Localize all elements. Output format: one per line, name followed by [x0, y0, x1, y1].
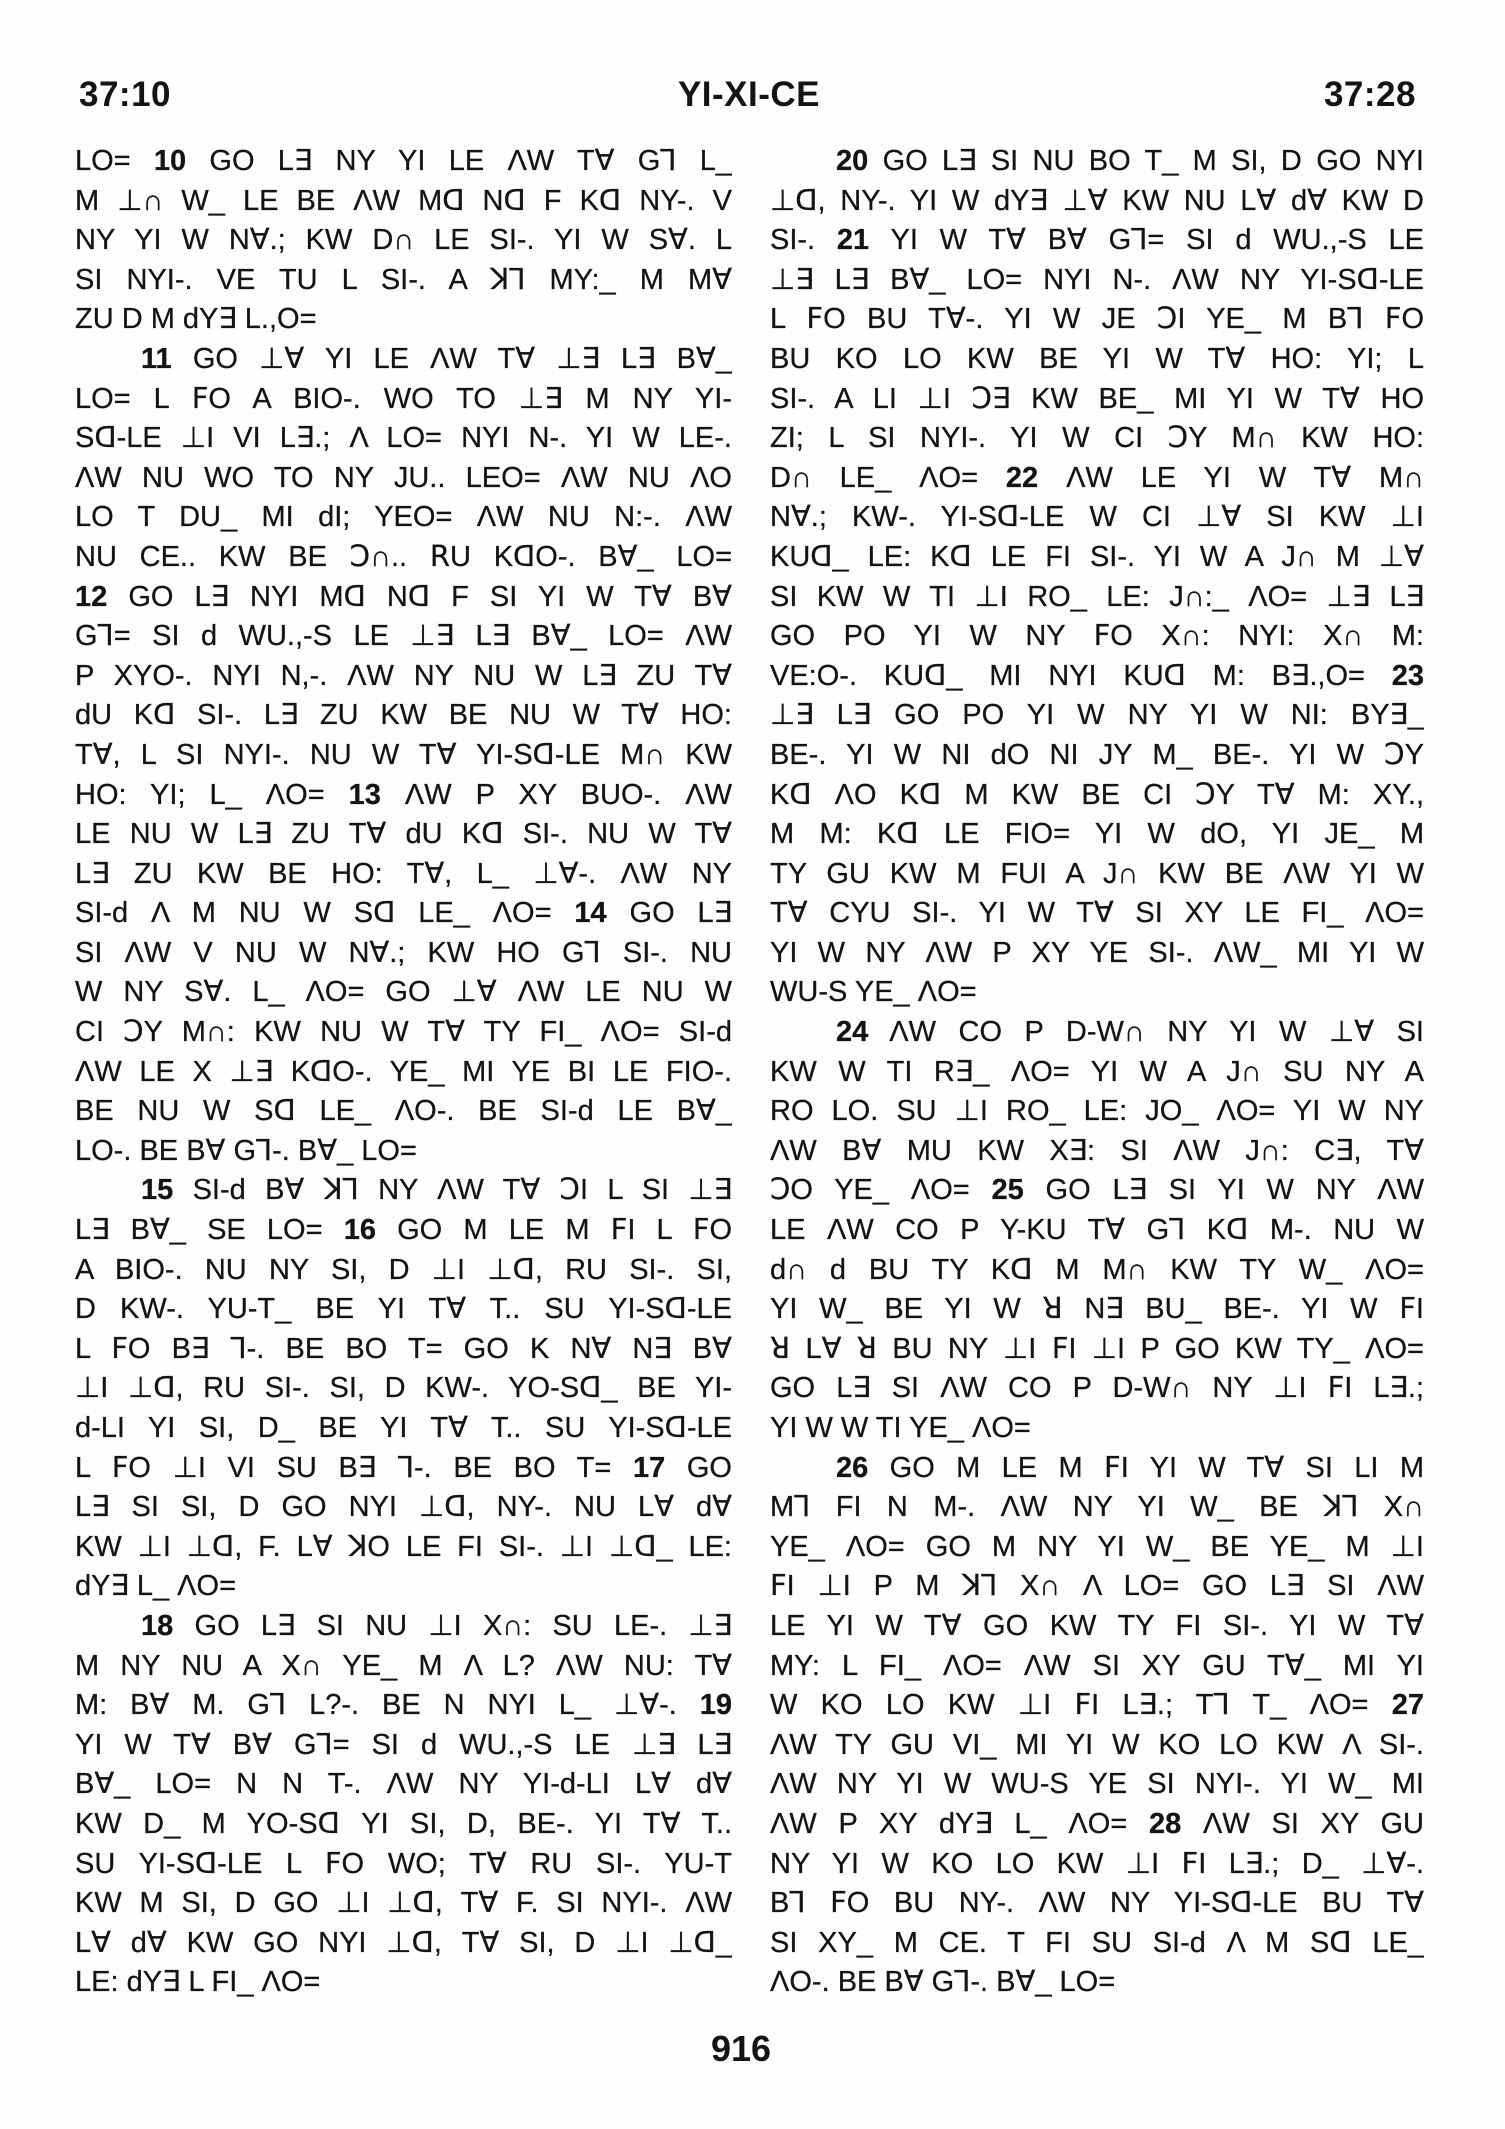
text-line — [770, 300, 1424, 340]
text-line — [75, 578, 732, 618]
text-line-content: dY∃ L_ ΛO= — [75, 1570, 237, 1603]
text-line — [75, 1251, 732, 1291]
text-line-content: GO PO YI W NY ꓝO X∩: NYI: X∩ M: — [770, 620, 1424, 653]
text-line-content: RO LO. SU ⊥I RO_ LE: JO_ ΛO= YI W NY — [770, 1095, 1424, 1128]
text-line-content: KW ⊥I ⊥ꓷ, F. L∀ ꓘO LE FI SI-. ⊥I ⊥ꓷ_ LE: — [75, 1530, 732, 1563]
text-line — [75, 419, 732, 459]
text-line-content: ZI; L SI NYI-. YI W CI ↃY M∩ KW HO: — [770, 422, 1424, 455]
text-line — [770, 1171, 1424, 1211]
text-line-content: ZU D M dY∃ L.,O= — [75, 303, 317, 336]
text-line-content: 18 GO L∃ SI NU ⊥I X∩: SU LE-. ⊥∃ — [141, 1609, 732, 1642]
text-line — [75, 1013, 732, 1053]
text-line — [770, 1567, 1424, 1607]
text-line-content: ΛW B∀ MU KW X∃: SI ΛW J∩: C∃, T∀ — [770, 1134, 1424, 1167]
text-line — [75, 142, 732, 182]
text-line — [770, 617, 1424, 657]
verse-number: 23 — [1391, 659, 1424, 692]
text-line-content: T∀, L SI NYI-. NU W T∀ YI-Sꓷ-LE M∩ KW — [75, 738, 732, 771]
verse-number: 21 — [836, 224, 870, 257]
text-line-content: ⊥I ⊥ꓷ, RU SI-. SI, D KW-. YO-Sꓷ_ BE YI- — [75, 1372, 732, 1405]
text-line — [770, 973, 1424, 1013]
verse-number: 20 — [836, 145, 869, 177]
text-line — [770, 1726, 1424, 1766]
text-line-content: d∩ d BU TY Kꓷ M M∩ KW TY W_ ΛO= — [770, 1253, 1424, 1286]
text-line — [770, 1053, 1424, 1093]
verse-number: 13 — [348, 778, 381, 811]
text-line — [75, 300, 732, 340]
text-line-content: T∀ CYU SI-. YI W T∀ SI XY LE FI_ ΛO= — [770, 897, 1424, 930]
text-line — [75, 1963, 732, 2003]
text-line — [770, 1884, 1424, 1924]
text-line-content: W KO LO KW ⊥I ꓝI L∃.; T⅂ T_ ΛO= 27 — [770, 1689, 1424, 1722]
text-line — [75, 182, 732, 222]
verse-number: 24 — [836, 1016, 869, 1049]
text-line — [75, 1409, 732, 1449]
text-line — [770, 340, 1424, 380]
text-line-content: SI NYI-. VE TU L SI-. A ꓘ⅂ MY:_ M M∀ — [75, 263, 732, 296]
text-line-content: Sꓷ-LE ⊥I VI L∃.; Λ LO= NYI N-. YI W LE-. — [75, 422, 732, 455]
text-line — [75, 261, 732, 301]
header-book-title: YI-XI-CE — [677, 75, 821, 114]
text-line — [75, 538, 732, 578]
text-line-content: BE NU W Sꓷ LE_ ΛO-. BE SI-d LE B∀_ — [75, 1095, 732, 1128]
text-line — [770, 1963, 1424, 2003]
text-line — [75, 736, 732, 776]
text-line-content: SI ΛW V NU W N∀.; KW HO G⅂ SI-. NU — [75, 936, 732, 969]
verse-number: 26 — [836, 1451, 869, 1484]
text-line-content: G⅂= SI d WU.,-S LE ⊥∃ L∃ B∀_ LO= ΛW — [75, 620, 732, 653]
text-line — [770, 1251, 1424, 1291]
text-line — [770, 380, 1424, 420]
text-line-content: YI W T∀ B∀ G⅂= SI d WU.,-S LE ⊥∃ L∃ — [75, 1728, 732, 1761]
right-text-column — [770, 142, 1424, 2003]
text-line — [770, 934, 1424, 974]
text-line — [770, 776, 1424, 816]
text-line — [770, 1845, 1424, 1885]
text-line-content: HO: YI; L_ ΛO= 13 ΛW P XY BUO-. ΛW — [75, 778, 732, 811]
text-line — [75, 776, 732, 816]
text-line — [75, 1290, 732, 1330]
text-line-content: L∃ ZU KW BE HO: T∀, L_ ⊥∀-. ΛW NY — [75, 857, 732, 890]
paragraph — [75, 142, 732, 340]
text-line — [770, 1449, 1424, 1489]
text-line-content: YI W_ BE YI W ꓤ N∃ BU_ BE-. YI W ꓝI — [770, 1293, 1424, 1326]
text-line — [75, 459, 732, 499]
text-line — [770, 261, 1424, 301]
text-line — [75, 221, 732, 261]
text-line — [75, 1369, 732, 1409]
text-line-content: YI W NY ΛW P XY YE SI-. ΛW_ MI YI W — [770, 936, 1424, 969]
text-line-content: A BIO-. NU NY SI, D ⊥I ⊥ꓷ, RU SI-. SI, — [75, 1253, 732, 1286]
text-line — [770, 1330, 1424, 1370]
text-line — [770, 1488, 1424, 1528]
text-line-content: 11 GO ⊥∀ YI LE ΛW T∀ ⊥∃ L∃ B∀_ — [141, 342, 732, 375]
text-line-content: NU CE.. KW BE Ↄ∩.. ꓣU KꓷO-. B∀_ LO= — [75, 540, 732, 573]
text-line-content: NY YI W KO LO KW ⊥I ꓝI L∃.; D_ ⊥∀-. — [770, 1847, 1424, 1880]
text-line-content: ꓝI ⊥I P M ꓘ⅂ X∩ Λ LO= GO L∃ SI ΛW — [770, 1570, 1424, 1603]
text-line-content: ⊥ꓷ, NY-. YI W dY∃ ⊥∀ KW NU L∀ d∀ KW D — [770, 184, 1424, 217]
text-line — [770, 578, 1424, 618]
text-line-content: SI-. A LI ⊥I Ↄ∃ KW BE_ MI YI W T∀ HO — [770, 382, 1424, 415]
text-line-content: BU KO LO KW BE YI W T∀ HO: YI; L — [770, 342, 1424, 375]
left-text-column — [75, 142, 732, 2003]
text-line — [770, 855, 1424, 895]
text-line-content: BE-. YI W NI dO NI JY M_ BE-. YI W ↃY — [770, 738, 1424, 771]
text-line — [770, 1369, 1424, 1409]
text-line — [770, 498, 1424, 538]
text-line-content: TY GU KW M FUI A J∩ KW BE ΛW YI W — [770, 857, 1424, 890]
text-line — [770, 1765, 1424, 1805]
verse-number: 12 — [75, 580, 108, 613]
text-line — [770, 696, 1424, 736]
text-line-content: M ⊥∩ W_ LE BE ΛW Mꓷ Nꓷ F Kꓷ NY-. V — [75, 184, 732, 217]
text-line-content: LO= L ꓝO A BIO-. WO TO ⊥∃ M NY YI- — [75, 382, 732, 415]
text-line-content: L ꓝO ⊥I VI SU B∃ ⅂-. BE BO T= 17 GO — [75, 1451, 732, 1484]
text-line — [770, 1290, 1424, 1330]
verse-number: 22 — [1005, 461, 1039, 494]
text-line-content: ⊥∃ L∃ B∀_ LO= NYI N-. ΛW NY YI-Sꓷ-LE — [770, 263, 1424, 296]
text-line — [770, 1211, 1424, 1251]
text-line — [75, 1171, 732, 1211]
text-line-content: KUꓷ_ LE: Kꓷ LE FI SI-. YI W A J∩ M ⊥∀ — [770, 540, 1424, 573]
text-line-content: Kꓷ ΛO Kꓷ M KW BE CI ↃY T∀ M: XY., — [770, 778, 1424, 811]
text-line — [75, 1330, 732, 1370]
verse-number: 10 — [153, 145, 187, 177]
text-line — [75, 1211, 732, 1251]
paragraph — [770, 1449, 1424, 2003]
text-line — [770, 1132, 1424, 1172]
text-line-content: M⅂ FI N M-. ΛW NY YI W_ BE ꓘ⅂ X∩ — [770, 1491, 1424, 1524]
verse-number: 17 — [632, 1451, 666, 1484]
paragraph — [770, 142, 1424, 1013]
text-line — [75, 973, 732, 1013]
text-line-content: LO-. BE B∀ G⅂-. B∀_ LO= — [75, 1134, 417, 1167]
text-line-content: P XYO-. NYI N,-. ΛW NY NU W L∃ ZU T∀ — [75, 659, 732, 692]
verse-number: 19 — [699, 1689, 732, 1722]
text-line-content: LO= 10 GO L∃ NY YI LE ΛW T∀ G⅂ L_ — [75, 145, 732, 177]
text-line — [75, 1567, 732, 1607]
text-line-content: ΛO-. BE B∀ G⅂-. B∀_ LO= — [770, 1966, 1116, 1999]
text-line-content: VE:O-. KUꓷ_ MI NYI KUꓷ M: B∃.,O= 23 — [770, 659, 1424, 692]
verse-number: 18 — [141, 1609, 174, 1642]
text-line — [75, 1924, 732, 1964]
text-line-content: LE YI W T∀ GO KW TY FI SI-. YI W T∀ — [770, 1609, 1424, 1642]
text-line-content: dU Kꓷ SI-. L∃ ZU KW BE NU W T∀ HO: — [75, 699, 732, 732]
text-line-content: M M: Kꓷ LE FIO= YI W dO, YI JE_ M — [770, 818, 1424, 851]
text-line-content: M NY NU A X∩ YE_ M Λ L? ΛW NU: T∀ — [75, 1649, 732, 1682]
text-line-content: 20 GO L∃ SI NU BO T_ M SI, D GO NYI — [836, 145, 1424, 177]
text-line-content: L∀ d∀ KW GO NYI ⊥ꓷ, T∀ SI, D ⊥I ⊥ꓷ_ — [75, 1926, 732, 1959]
text-line-content: ΛW TY GU VI_ MI YI W KO LO KW Λ SI-. — [770, 1728, 1424, 1761]
text-line-content: KW D_ M YO-Sꓷ YI SI, D, BE-. YI T∀ T.. — [75, 1807, 732, 1840]
text-line-content: D∩ LE_ ΛO= 22 ΛW LE YI W T∀ M∩ — [770, 461, 1424, 494]
paragraph — [75, 1607, 732, 2003]
verse-number: 11 — [141, 342, 172, 375]
paragraph — [75, 340, 732, 1171]
text-line-content: 26 GO M LE M ꓝI YI W T∀ SI LI M — [836, 1451, 1424, 1484]
text-line — [75, 1449, 732, 1489]
text-line-content: 24 ΛW CO P D-W∩ NY YI W ⊥∀ SI — [836, 1016, 1424, 1049]
text-line-content: B⅂ ꓝO BU NY-. ΛW NY YI-Sꓷ-LE BU T∀ — [770, 1887, 1424, 1920]
text-line-content: ΛW NU WO TO NY JU.. LEO= ΛW NU ΛO — [75, 461, 732, 494]
text-line-content: ΛW P XY dY∃ L_ ΛO= 28 ΛW SI XY GU — [770, 1807, 1424, 1840]
verse-number: 16 — [343, 1214, 376, 1247]
text-line-content: L ꓝO B∃ ⅂-. BE BO T= GO K N∀ N∃ B∀ — [75, 1332, 732, 1365]
text-line — [770, 1409, 1424, 1449]
verse-number: 15 — [141, 1174, 174, 1207]
text-line-content: D KW-. YU-T_ BE YI T∀ T.. SU YI-Sꓷ-LE — [75, 1293, 732, 1326]
text-line-content: SI KW W TI ⊥I RO_ LE: J∩:_ ΛO= ⊥∃ L∃ — [770, 580, 1424, 613]
text-line-content: d-LI YI SI, D_ BE YI T∀ T.. SU YI-Sꓷ-LE — [75, 1412, 732, 1444]
text-line — [770, 419, 1424, 459]
text-line-content: B∀_ LO= N N T-. ΛW NY YI-d-LI L∀ d∀ — [75, 1768, 732, 1801]
text-line-content: N∀.; KW-. YI-Sꓷ-LE W CI ⊥∀ SI KW ⊥I — [770, 501, 1424, 534]
text-line-content: W NY S∀. L_ ΛO= GO ⊥∀ ΛW LE NU W — [75, 976, 732, 1009]
text-line — [770, 736, 1424, 776]
text-line — [75, 1686, 732, 1726]
text-line-content: M: B∀ M. G⅂ L?-. BE N NYI L_ ⊥∀-. 19 — [75, 1689, 732, 1722]
text-line-content: GO L∃ SI ΛW CO P D-W∩ NY ⊥I ꓝI L∃.; — [770, 1372, 1424, 1405]
header-reference-start: 37:10 — [79, 75, 172, 114]
text-line — [75, 1132, 732, 1172]
text-line — [75, 934, 732, 974]
text-line — [75, 1884, 732, 1924]
verse-number: 27 — [1391, 1689, 1424, 1722]
text-line-content: YI W W TI YE_ ΛO= — [770, 1412, 1031, 1444]
text-line-content: 12 GO L∃ NYI Mꓷ Nꓷ F SI YI W T∀ B∀ — [75, 580, 732, 613]
text-line — [770, 1092, 1424, 1132]
text-line — [770, 459, 1424, 499]
verse-number: 28 — [1149, 1807, 1182, 1840]
text-line — [770, 1013, 1424, 1053]
text-line — [75, 1607, 732, 1647]
verse-number: 14 — [574, 897, 607, 930]
text-line — [75, 1092, 732, 1132]
header-reference-end: 37:28 — [1323, 75, 1416, 114]
text-line — [770, 182, 1424, 222]
text-line-content: CI ↃY M∩: KW NU W T∀ TY FI_ ΛO= SI-d — [75, 1016, 732, 1049]
text-line — [770, 1607, 1424, 1647]
text-line-content: SI XY_ M CE. T FI SU SI-d Λ M Sꓷ LE_ — [770, 1926, 1424, 1959]
text-line-content: LE: dY∃ L FI_ ΛO= — [75, 1966, 321, 1999]
text-line — [770, 894, 1424, 934]
text-line — [75, 1647, 732, 1687]
text-line — [75, 1765, 732, 1805]
text-line-content: ꓤ L∀ ꓤ BU NY ⊥I ꓝI ⊥I P GO KW TY_ ΛO= — [770, 1332, 1424, 1365]
text-line — [75, 498, 732, 538]
text-line-content: LO T DU_ MI dI; YEO= ΛW NU N:-. ΛW — [75, 501, 732, 534]
text-line — [770, 657, 1424, 697]
text-line-content: LE ΛW CO P Y-KU T∀ G⅂ Kꓷ M-. NU W — [770, 1214, 1424, 1247]
text-line — [75, 1726, 732, 1766]
text-line — [770, 1805, 1424, 1845]
text-line-content: 15 SI-d B∀ ꓘ⅂ NY ΛW T∀ ↃI L SI ⊥∃ — [141, 1174, 732, 1207]
text-line — [75, 380, 732, 420]
text-line — [75, 1845, 732, 1885]
text-line — [75, 1528, 732, 1568]
paragraph — [770, 1013, 1424, 1449]
text-line-content: SU YI-Sꓷ-LE L ꓝO WO; T∀ RU SI-. YU-T — [75, 1847, 732, 1880]
text-line — [770, 1528, 1424, 1568]
text-line — [75, 340, 732, 380]
paragraph — [75, 1171, 732, 1607]
text-line — [75, 1053, 732, 1093]
text-line — [770, 815, 1424, 855]
text-line-content: L∃ SI SI, D GO NYI ⊥ꓷ, NY-. NU L∀ d∀ — [75, 1491, 732, 1524]
text-line — [75, 894, 732, 934]
text-line-content: LE NU W L∃ ZU T∀ dU Kꓷ SI-. NU W T∀ — [75, 818, 732, 851]
text-line-content: MY: L FI_ ΛO= ΛW SI XY GU T∀_ MI YI — [770, 1649, 1424, 1682]
text-line — [770, 142, 1424, 182]
text-line-content: L∃ B∀_ SE LO= 16 GO M LE M ꓝI L ꓝO — [75, 1214, 732, 1247]
page-number: 916 — [710, 2028, 772, 2069]
text-line — [75, 815, 732, 855]
text-line — [770, 1686, 1424, 1726]
text-line-content: KW M SI, D GO ⊥I ⊥ꓷ, T∀ F. SI NYI-. ΛW — [75, 1887, 732, 1920]
text-line-content: ΛW NY YI W WU-S YE SI NYI-. YI W_ MI — [770, 1768, 1424, 1801]
text-line-content: SI-. 21 YI W T∀ B∀ G⅂= SI d WU.,-S LE — [770, 224, 1424, 257]
text-line — [75, 1488, 732, 1528]
text-line — [770, 221, 1424, 261]
verse-number: 25 — [991, 1174, 1024, 1207]
text-line-content: KW W TI R∃_ ΛO= YI W A J∩ SU NY A — [770, 1055, 1424, 1088]
text-line-content: NY YI W N∀.; KW D∩ LE SI-. YI W S∀. L — [75, 224, 732, 257]
text-line-content: WU-S YE_ ΛO= — [770, 976, 977, 1009]
text-line — [75, 1805, 732, 1845]
text-line-content: ↃO YE_ ΛO= 25 GO L∃ SI YI W NY ΛW — [770, 1174, 1424, 1207]
text-line — [75, 696, 732, 736]
text-line — [75, 855, 732, 895]
text-line-content: YE_ ΛO= GO M NY YI W_ BE YE_ M ⊥I — [770, 1530, 1424, 1563]
text-line — [75, 657, 732, 697]
text-line — [770, 1647, 1424, 1687]
text-line-content: L ꓝO BU T∀-. YI W JE ↃI YE_ M B⅂ ꓝO — [770, 303, 1424, 336]
text-line — [770, 1924, 1424, 1964]
text-line-content: ΛW LE X ⊥∃ KꓷO-. YE_ MI YE BI LE FIO-. — [75, 1055, 732, 1088]
text-line — [75, 617, 732, 657]
text-line-content: ⊥∃ L∃ GO PO YI W NY YI W NI: BY∃_ — [770, 699, 1424, 732]
text-line-content: SI-d Λ M NU W Sꓷ LE_ ΛO= 14 GO L∃ — [75, 897, 732, 930]
text-line — [770, 538, 1424, 578]
